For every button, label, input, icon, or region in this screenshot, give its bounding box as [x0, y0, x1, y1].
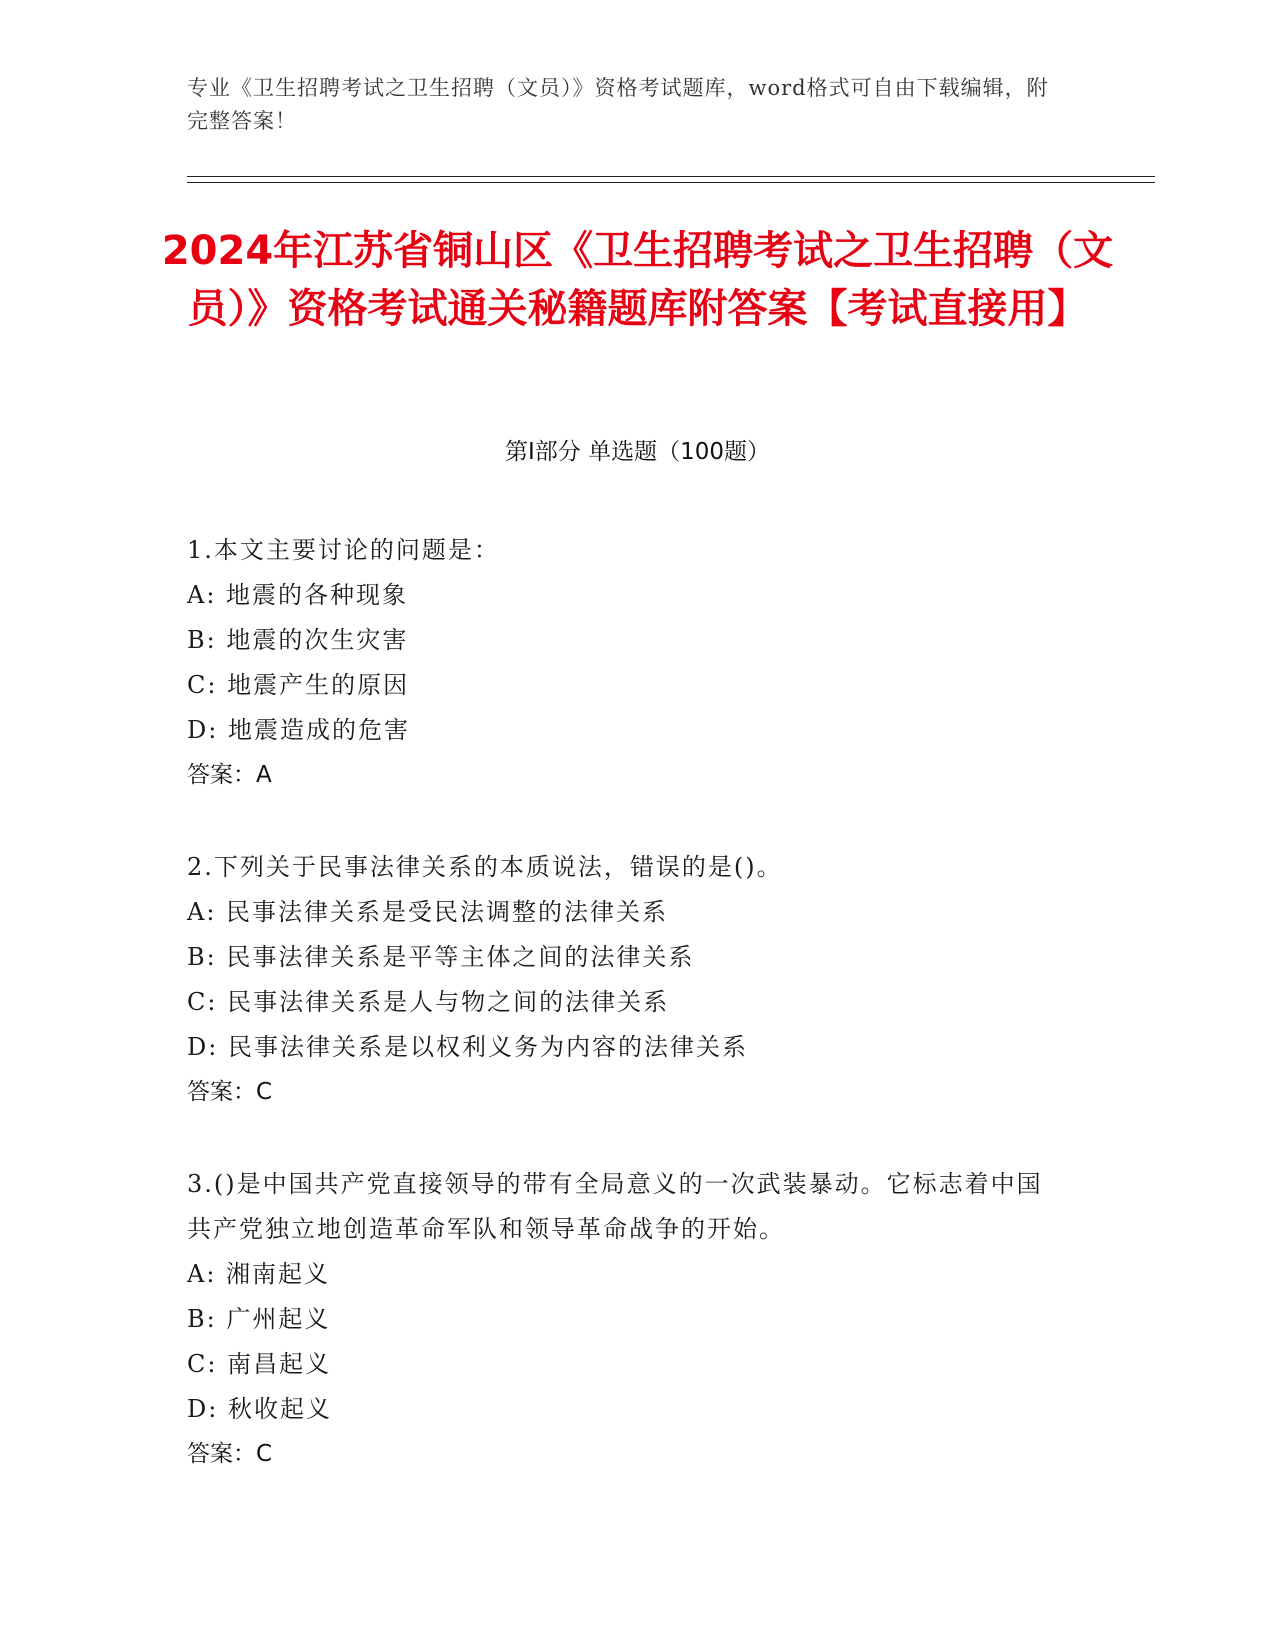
section-heading: 第I部分 单选题（100题）	[505, 439, 770, 465]
answer: 答案：C	[187, 1441, 273, 1467]
option-a: A: 湘南起义	[187, 1260, 331, 1288]
option-b: B: 地震的次生灾害	[187, 626, 409, 654]
option-a: A: 民事法律关系是受民法调整的法律关系	[187, 898, 669, 926]
document-title: 2024年江苏省铜山区《卫生招聘考试之卫生招聘（文员）》资格考试通关秘籍题库附答案【考试直接用】	[161, 228, 1114, 332]
question-list	[187, 528, 1067, 1524]
question-1	[187, 528, 1067, 798]
question-text: 2.下列关于民事法律关系的本质说法，错误的是()。	[187, 853, 783, 881]
question-3	[187, 1162, 1067, 1477]
option-b: B: 广州起义	[187, 1305, 331, 1333]
option-a: A: 地震的各种现象	[187, 581, 409, 609]
option-d: D: 地震造成的危害	[187, 716, 410, 744]
question-text: 3.()是中国共产党直接领导的带有全局意义的一次武装暴动。它标志着中国共产党独立地创造革命军队和领导革命战争的开始。	[187, 1170, 1043, 1243]
header-divider-bottom	[187, 182, 1155, 183]
option-c: C: 南昌起义	[187, 1350, 332, 1378]
question-2	[187, 845, 1067, 1115]
option-c: C: 地震产生的原因	[187, 671, 410, 699]
option-d: D: 民事法律关系是以权利义务为内容的法律关系	[187, 1033, 748, 1061]
document-header-note: 专业《卫生招聘考试之卫生招聘（文员）》资格考试题库，word格式可自由下载编辑，附完整答案！	[187, 76, 1049, 133]
option-d: D: 秋收起义	[187, 1395, 332, 1423]
answer: 答案：C	[187, 1079, 273, 1105]
answer: 答案：A	[187, 762, 272, 788]
question-text: 1.本文主要讨论的问题是：	[187, 536, 500, 564]
option-c: C: 民事法律关系是人与物之间的法律关系	[187, 988, 670, 1016]
header-divider-top	[187, 176, 1155, 177]
option-b: B: 民事法律关系是平等主体之间的法律关系	[187, 943, 695, 971]
